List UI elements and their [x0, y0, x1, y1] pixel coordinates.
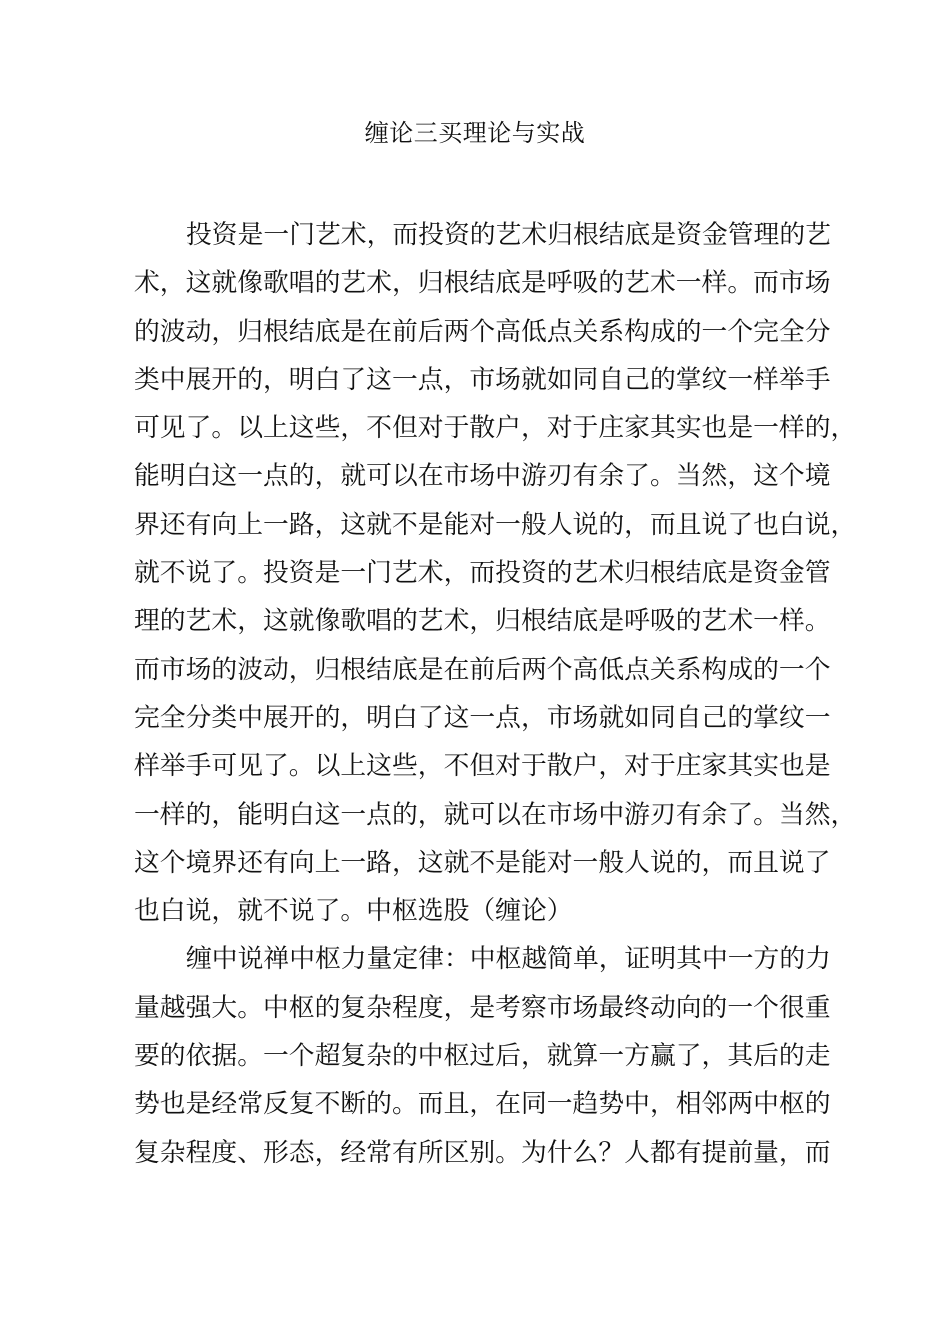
paragraph-line: 一样的，能明白这一点的，就可以在市场中游刃有余了。当然，	[134, 799, 857, 830]
paragraph-line: 完全分类中展开的，明白了这一点，市场就如同自己的掌纹一	[134, 702, 831, 733]
paragraph-line: 可见了。以上这些，不但对于散户，对于庄家其实也是一样的，	[134, 413, 857, 444]
paragraph-line: 量越强大。中枢的复杂程度，是考察市场最终动向的一个很重	[134, 992, 831, 1023]
paragraph-line: 势也是经常反复不断的。而且，在同一趋势中，相邻两中枢的	[134, 1089, 831, 1120]
paragraph-line: 而市场的波动，归根结底是在前后两个高低点关系构成的一个	[134, 654, 831, 685]
paragraph-line: 要的依据。一个超复杂的中枢过后，就算一方赢了，其后的走	[134, 1041, 831, 1072]
paragraph-line: 缠中说禅中枢力量定律：中枢越简单，证明其中一方的力	[186, 944, 831, 975]
paragraph-line: 能明白这一点的，就可以在市场中游刃有余了。当然，这个境	[134, 461, 831, 492]
paragraph-line: 术，这就像歌唱的艺术，归根结底是呼吸的艺术一样。而市场	[134, 268, 831, 299]
paragraph-line: 样举手可见了。以上这些，不但对于散户，对于庄家其实也是	[134, 751, 831, 782]
paragraph-line: 就不说了。投资是一门艺术，而投资的艺术归根结底是资金管	[134, 558, 831, 589]
paragraph-line: 这个境界还有向上一路，这就不是能对一般人说的，而且说了	[134, 847, 831, 878]
paragraph-line: 界还有向上一路，这就不是能对一般人说的，而且说了也白说，	[134, 509, 857, 540]
paragraph-line: 理的艺术，这就像歌唱的艺术，归根结底是呼吸的艺术一样。	[134, 606, 831, 637]
paragraph-line: 类中展开的，明白了这一点，市场就如同自己的掌纹一样举手	[134, 364, 831, 395]
document-title: 缠论三买理论与实战	[364, 119, 586, 147]
paragraph-line: 投资是一门艺术，而投资的艺术归根结底是资金管理的艺	[186, 220, 831, 250]
paragraph-line: 的波动，归根结底是在前后两个高低点关系构成的一个完全分	[134, 316, 831, 347]
paragraph-line: 复杂程度、形态，经常有所区别。为什么？人都有提前量，而	[134, 1137, 831, 1168]
paragraph-line: 也白说，就不说了。中枢选股（缠论）	[134, 896, 573, 927]
document-body	[134, 211, 857, 1177]
